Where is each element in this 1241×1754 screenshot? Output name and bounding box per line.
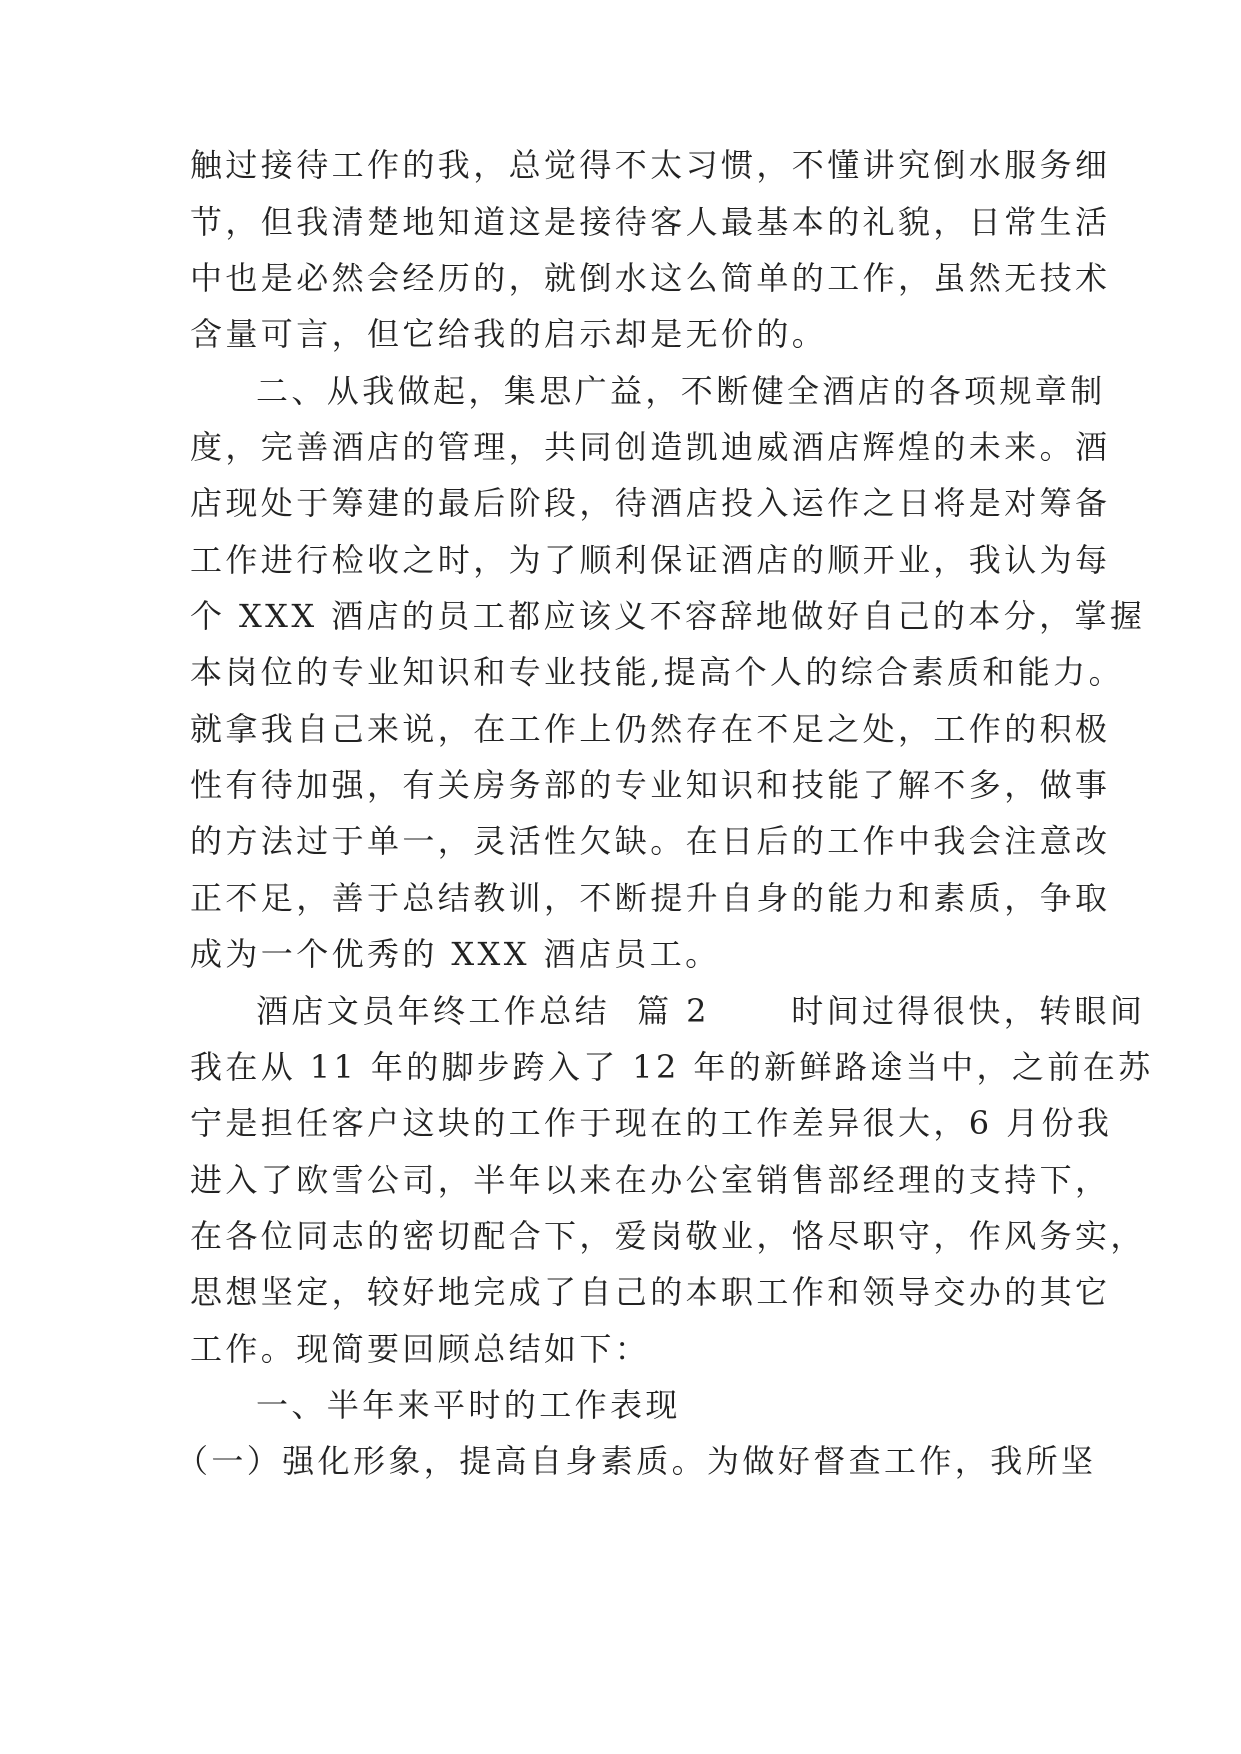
text-line: 中也是必然会经历的，就倒水这么简单的工作，虽然无技术 xyxy=(190,259,1111,297)
text-line: 触过接待工作的我，总觉得不太习惯，不懂讲究倒水服务细 xyxy=(190,146,1111,184)
text-line: 工作进行检收之时，为了顺利保证酒店的顺开业，我认为每 xyxy=(190,541,1111,579)
paragraph-start: 二、从我做起，集思广益，不断健全酒店的各项规章制 xyxy=(256,372,1106,410)
text-line: 成为一个优秀的 XXX 酒店员工。 xyxy=(190,935,721,973)
subheading: 一、半年来平时的工作表现 xyxy=(256,1386,681,1424)
text-line: 度，完善酒店的管理，共同创造凯迪威酒店辉煌的未来。酒 xyxy=(190,428,1111,466)
section-heading-line: 酒店文员年终工作总结 篇 2 时间过得很快，转眼间 xyxy=(256,992,1146,1030)
text-line: 店现处于筹建的最后阶段，待酒店投入运作之日将是对筹备 xyxy=(190,484,1111,522)
text-line: 节，但我清楚地知道这是接待客人最基本的礼貌，日常生活 xyxy=(190,203,1111,241)
text-line: 思想坚定，较好地完成了自己的本职工作和领导交办的其它 xyxy=(190,1273,1111,1311)
text-line: 就拿我自己来说，在工作上仍然存在不足之处，工作的积极 xyxy=(190,710,1111,748)
text-line: 我在从 11 年的脚步跨入了 12 年的新鲜路途当中，之前在苏 xyxy=(190,1048,1154,1086)
text-line: 含量可言，但它给我的启示却是无价的。 xyxy=(190,315,828,353)
text-line: 的方法过于单一，灵活性欠缺。在日后的工作中我会注意改 xyxy=(190,822,1111,860)
text-line: 在各位同志的密切配合下，爱岗敬业，恪尽职守，作风务实， xyxy=(190,1217,1146,1255)
text-line: 正不足，善于总结教训，不断提升自身的能力和素质，争取 xyxy=(190,879,1111,917)
text-line: （一）强化形象，提高自身素质。为做好督查工作，我所坚 xyxy=(176,1442,1097,1480)
text-line: 个 XXX 酒店的员工都应该义不容辞地做好自己的本分，掌握 xyxy=(190,597,1146,635)
text-line: 工作。现简要回顾总结如下： xyxy=(190,1330,651,1368)
text-line: 进入了欧雪公司，半年以来在办公室销售部经理的支持下， xyxy=(190,1161,1111,1199)
text-line: 性有待加强，有关房务部的专业知识和技能了解不多，做事 xyxy=(190,766,1111,804)
text-line: 本岗位的专业知识和专业技能,提高个人的综合素质和能力。 xyxy=(190,653,1124,691)
text-line: 宁是担任客户这块的工作于现在的工作差异很大，6 月份我 xyxy=(190,1104,1113,1142)
